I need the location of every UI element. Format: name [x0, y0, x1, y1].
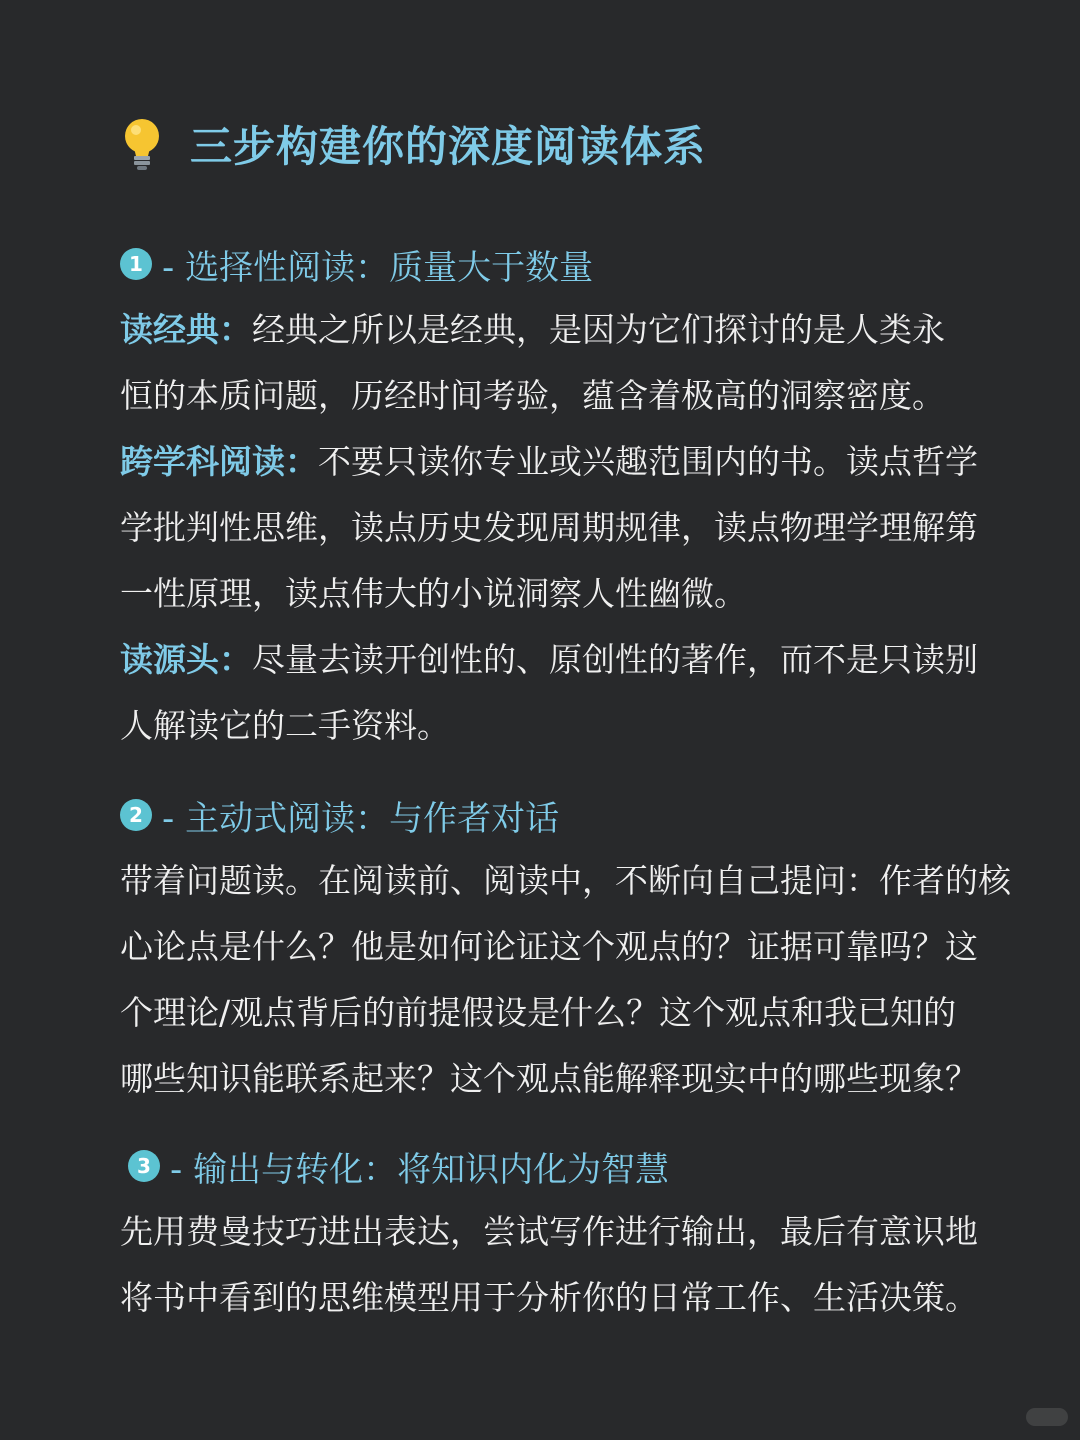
title-row — [120, 112, 706, 176]
paragraph-read-sources — [120, 627, 1010, 759]
section-3-heading — [128, 1138, 669, 1194]
paragraph-cross-discipline — [120, 429, 1010, 627]
text-line: 学批判性思维，读点历史发现周期规律，读点物理学理解第 — [120, 508, 978, 547]
lead-label: 读源头： — [120, 640, 252, 679]
text-span: 尽量去读开创性的、原创性的著作，而不是只读别 — [252, 640, 978, 679]
number-badge: 1 — [120, 248, 152, 280]
text-span: 经典之所以是经典，是因为它们探讨的是人类永 — [252, 310, 945, 349]
page-title: 三步构建你的深度阅读体系 — [190, 122, 707, 171]
section-1-heading — [120, 236, 593, 292]
text-line: 一性原理，读点伟大的小说洞察人性幽微。 — [120, 574, 747, 613]
text-line: 个理论/观点背后的前提假设是什么？这个观点和我已知的 — [120, 993, 957, 1032]
paragraph-output — [120, 1199, 1010, 1331]
lightbulb-icon — [120, 116, 164, 172]
text-line: 人解读它的二手资料。 — [120, 706, 450, 745]
text-line: 恒的本质问题，历经时间考验，蕴含着极高的洞察密度。 — [120, 376, 945, 415]
text-line — [120, 429, 1010, 495]
paragraph-read-classics — [120, 297, 1010, 429]
section-title: - 主动式阅读：与作者对话 — [162, 798, 560, 839]
text-line: 带着问题读。在阅读前、阅读中，不断向自己提问：作者的核 — [120, 861, 1011, 900]
text-line — [120, 297, 1010, 363]
text-line: 心论点是什么？他是如何论证这个观点的？证据可靠吗？这 — [120, 927, 978, 966]
text-span: 不要只读你专业或兴趣范围内的书。读点哲学 — [318, 442, 978, 481]
number-badge: 3 — [128, 1150, 160, 1182]
text-line: 先用费曼技巧进出表达，尝试写作进行输出，最后有意识地 — [120, 1212, 978, 1251]
text-line: 哪些知识能联系起来？这个观点能解释现实中的哪些现象？ — [120, 1059, 978, 1098]
text-line — [120, 627, 1010, 693]
section-title: - 输出与转化：将知识内化为智慧 — [170, 1149, 670, 1190]
watermark-badge — [1026, 1408, 1068, 1426]
number-badge: 2 — [120, 799, 152, 831]
text-line: 将书中看到的思维模型用于分析你的日常工作、生活决策。 — [120, 1278, 978, 1317]
lead-label: 跨学科阅读： — [120, 442, 318, 481]
lead-label: 读经典： — [120, 310, 252, 349]
section-2-heading — [120, 787, 559, 843]
paragraph-active-reading — [120, 848, 1010, 1112]
section-title: - 选择性阅读：质量大于数量 — [162, 247, 594, 288]
